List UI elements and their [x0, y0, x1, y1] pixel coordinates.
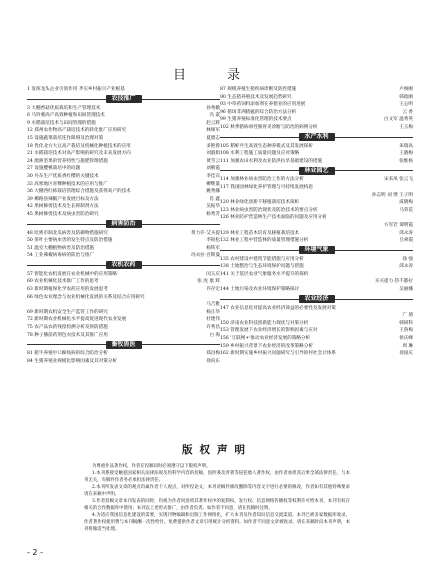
toc-entry-title: 90 生态猪养殖技术及发展趋势研究: [220, 94, 292, 100]
section-label: 农技推广: [106, 95, 142, 103]
toc-entry-title: 75 农产品农药残留检测分析及预防措施: [27, 325, 108, 331]
toc-entry-title: 141 关于基层农业气象服务水平提升的探析: [220, 271, 309, 277]
toc-entry[interactable]: [220, 271, 413, 279]
toc-entry-author: 韩研科: [399, 320, 413, 326]
toc-entry-author: 许存宏: [206, 287, 220, 293]
toc-entry[interactable]: [220, 343, 413, 351]
toc-entry[interactable]: [220, 192, 413, 200]
toc-entry[interactable]: [27, 112, 220, 120]
toc-entry-author: 徐国庆: [399, 351, 413, 357]
section-header: [27, 261, 220, 270]
toc-entry-title: 24 澳洲坚果的营养特性与施肥管理措施: [27, 158, 108, 164]
toc-entry-title: 1 发挥龙头企业引领作用 齐实乡村振兴产业根基: [27, 87, 125, 92]
toc-entry[interactable]: [27, 358, 220, 366]
toc-entry-title: 153 管理发展下农业经济增长的影响因素与应对: [220, 328, 318, 334]
copyright-paragraph: 4.为适应我国信息化建设的需要，实现刊物编辑和出版工作网络化，扩大本刊及作者知识信息交流渠道，本刊已被多家数据库收录，作者著作权使用费与本刊稿酬一次性给付。免费提供作者文章引用统计分析资料。如作者不同意文章被收录，请在来稿时向本刊声明，本刊将做适当处理。: [84, 513, 350, 532]
toc-entry-title: 138 土地整治与生态环境保护问题与措施: [220, 264, 304, 270]
toc-entry[interactable]: [220, 222, 413, 230]
toc-entry[interactable]: [220, 327, 413, 335]
toc-entry-author: 冯 震: [209, 113, 220, 119]
toc-entry[interactable]: [220, 124, 413, 132]
toc-entry-author: 玛衣拉·吾斯曼: [190, 253, 220, 259]
toc-entry[interactable]: [27, 294, 220, 302]
toc-entry[interactable]: [220, 214, 413, 222]
toc-entry[interactable]: [220, 158, 413, 166]
toc-entry-author: 卢俊刚: [399, 87, 413, 92]
toc-entry-title: 6 马铃薯高产高效种植和田间管理技术: [27, 113, 105, 119]
toc-title: 目 录: [172, 68, 254, 83]
toc-entry[interactable]: [220, 320, 413, 328]
section-header: [220, 246, 413, 255]
toc-entry-title: 15 设施蔬菜栽培连作障碍及治理对策: [27, 135, 104, 141]
toc-entry-author: 广 倩: [402, 313, 413, 319]
toc-entry-author: 邱永涛: [399, 264, 413, 270]
toc-entry[interactable]: [27, 135, 220, 143]
toc-entry[interactable]: [27, 143, 220, 151]
toc-entry[interactable]: [27, 350, 220, 358]
toc-entry-title: 45 果树修剪技术及病虫害防治研究: [27, 211, 99, 217]
section-header: [27, 340, 220, 349]
toc-entry-author: 黄力仟·艾买提: [190, 230, 220, 236]
toc-entry-author: 朱瑞高: [399, 143, 413, 149]
toc-entry-title: 147 农业信息化对提高农业经济效益的必要性及发展对策: [220, 305, 336, 311]
toc-entry[interactable]: [27, 252, 220, 260]
toc-entry-author: 肖 鑫: [209, 196, 220, 202]
toc-entry-title: 159 乡村振兴背景下农业经济的改革策略分析: [220, 343, 313, 349]
toc-entry[interactable]: [220, 207, 413, 215]
toc-entry-title: 129 林业工程苗木培育及移植栽培技术: [220, 230, 300, 236]
toc-entry[interactable]: [27, 211, 220, 219]
toc-entry[interactable]: [220, 86, 413, 94]
toc-entry-title: 105 稻虾共生高效生态种养模式及其发展探析: [220, 143, 313, 149]
toc-entry[interactable]: [27, 105, 220, 113]
toc-entry-author: 韩政刚: [399, 94, 413, 100]
toc-entry-title: 156 '互联网+'推动农业经济发展的策略分析: [220, 336, 311, 342]
toc-entry[interactable]: [27, 278, 220, 286]
toc-entry-title: 132 林业工程中营造林的质量管理措施分析: [220, 238, 309, 244]
toc-entry-title: 39 柳路县辣椒产业发展目标及方法: [27, 196, 99, 202]
toc-entry[interactable]: [27, 324, 220, 332]
section-label: 水产水利: [299, 133, 335, 141]
toc-entry[interactable]: [220, 116, 413, 124]
toc-entry[interactable]: [220, 94, 413, 102]
toc-entry[interactable]: [220, 230, 413, 238]
toc-entry[interactable]: [220, 184, 413, 192]
toc-entry-title: 72 新时期农业机械化水平提高促进现代农业发展: [27, 317, 127, 323]
copyright-paragraph: 2.本刊所发表文章的观点均属作者个人观点，对所投论文，本刊对稿件修改删除等内容文字进行必要的修改，作者如有其他特殊要求请在来稿中声明。: [84, 485, 350, 497]
section-label: 畜牧兽医: [106, 341, 142, 349]
toc-entry-title: 144 土地污染及农业环境保护策略探讨: [220, 287, 300, 293]
toc-entry-author: 白 海: [209, 332, 220, 338]
toc-entry-author: 孙秀娥: [206, 105, 220, 111]
copyright-paragraph: 为尊重作品著作权，作者在投稿同时必须遵守以下版权声明。: [92, 464, 211, 469]
toc-entry-title: 96 猪场非洲猪瘟的综合防治方法分析: [220, 109, 297, 115]
toc-entry-author: 刘朝霞: [206, 166, 220, 172]
toc-entry-author: 买买提力·热不都拉: [374, 279, 413, 285]
toc-entry-author: 郑昌梅: [206, 351, 220, 357]
toc-entry-author: 杜建伟: [206, 317, 220, 323]
section-header: [220, 295, 413, 304]
toc-entry-author: 吴振华: [206, 204, 220, 210]
toc-entry-title: 162 新时期实施乡村振兴问题研究与引导的村社会计体系: [220, 351, 336, 357]
toc-entry[interactable]: [27, 165, 220, 173]
toc-entry-title: 117 我国园林绿化养护管理与可持续发展构思: [220, 184, 313, 190]
toc-entry-author: 张维杨: [399, 158, 413, 164]
copyright-paragraph: 1.本刊系接受触犯国家相关法律法规及伪科学内容的投稿，因抄袭及涉著等侵犯他人著作权，由作者承担其后果全部法律责任，与本刊无关，有稿件作者务必承担法律责任。: [84, 471, 350, 483]
toc-entry[interactable]: [27, 188, 220, 196]
toc-entry-author: 王玉梅: [399, 124, 413, 130]
toc-entry[interactable]: [27, 271, 220, 279]
toc-entry[interactable]: [27, 150, 220, 158]
toc-entry-author: 杨秀芳: [206, 211, 220, 217]
toc-entry-title: 108 水利工程施工质量问题及应对策略: [220, 151, 300, 157]
toc-entry[interactable]: [27, 196, 220, 204]
toc-entry-author: 宋来凤 张云飞: [383, 177, 413, 183]
toc-entry-title: 50 茶叶主要病虫害的发生特点及防治措施: [27, 238, 113, 244]
toc-entry-title: 12 郑州农作物高产栽培技术的转化推广应用研究: [27, 128, 127, 134]
toc-entry-author: 许秀昌: [206, 325, 220, 331]
toc-entry-title: 93 中草药饲料添加剂在养猪业的应用进展: [220, 102, 306, 108]
toc-entry-title: 84 生猪养殖业规模化影响因素及其对策分析: [27, 358, 117, 364]
toc-entry-author: 王鲁梅: [399, 328, 413, 334]
toc-entry-title: 33 高寒地区青稞种植技术的应用与推广: [27, 181, 108, 187]
toc-entry[interactable]: [27, 245, 220, 253]
toc-entry[interactable]: [27, 203, 220, 211]
toc-entry-title: 81 猪牛养殖中口蹄疫病的综合防治分析: [27, 351, 108, 357]
toc-entry[interactable]: [27, 309, 220, 317]
toc-entry[interactable]: [220, 312, 413, 320]
toc-entry[interactable]: [220, 150, 413, 158]
toc-entry[interactable]: [220, 278, 413, 286]
section-header: [220, 133, 413, 142]
toc-entry-title: 48 哈密市制北瓜病害及防御物措施研究: [27, 230, 108, 236]
toc-entry-author: 王晓梅: [399, 151, 413, 157]
toc-entry[interactable]: [220, 335, 413, 343]
toc-entry-title: 30 丹东生产优质香红樱的关键技术: [27, 173, 99, 179]
toc-entry[interactable]: [220, 101, 413, 109]
toc-entry[interactable]: [27, 301, 220, 309]
toc-entry[interactable]: [27, 86, 220, 94]
toc-right-column: [220, 86, 413, 358]
toc-entry-author: 柳继量: [206, 181, 220, 187]
page-number: - 2 -: [27, 548, 43, 557]
toc-entry-author: 多艳蓉: [206, 143, 220, 149]
toc-entry[interactable]: [220, 256, 413, 264]
toc-entry[interactable]: [220, 143, 413, 151]
toc-entry[interactable]: [27, 237, 220, 245]
section-header: [27, 220, 220, 229]
toc-entry-author: 吕翠霞: [399, 238, 413, 244]
toc-entry-title: 51 温室大棚植物病害及防治措施: [27, 245, 95, 251]
toc-entry-title: 3 大棚香菇优质栽培和生产管理技术: [27, 105, 101, 111]
section-label: 病害防治: [106, 220, 142, 228]
toc-entry-title: 18 优化北方大豆高产栽培及机械化种植技术的应用: [27, 143, 131, 149]
toc-entry[interactable]: [27, 286, 220, 294]
toc-entry[interactable]: [27, 230, 220, 238]
toc-entry[interactable]: [27, 181, 220, 189]
toc-entry-title: 57 智能化农机发展在农业机械中的应用策略: [27, 271, 117, 277]
toc-entry-author: 马荣花: [399, 207, 413, 213]
section-label: 农业经济: [299, 295, 335, 303]
toc-entry-title: 60 农业机械化技术推广工作的思考: [27, 279, 99, 285]
toc-entry-author: 姚秀娜: [206, 189, 220, 195]
toc-entry-title: 99 生猪养殖标准化管理的技术要点: [220, 117, 292, 123]
section-header: [27, 95, 220, 104]
toc-entry-title: 114 加强林业病虫害防治工作的方法分析: [220, 177, 304, 183]
toc-entry[interactable]: [220, 286, 413, 294]
toc-entry-author: 张 虎 康 辉: [197, 279, 220, 285]
toc-entry-author: 马吉雅: [206, 302, 220, 308]
toc-entry-title: 63 新时期植保化学农药应用的发展思考: [27, 287, 108, 293]
section-label: 农机农药: [106, 261, 142, 269]
toc-entry-title: 78 种子播前药剂包衣技术及其推广应用: [27, 332, 108, 338]
toc-entry-author: 周 琳: [402, 343, 413, 349]
toc-entry[interactable]: [27, 158, 220, 166]
toc-entry-author: 林俊军: [206, 128, 220, 134]
toc-entry-author: 邱永涛: [399, 230, 413, 236]
toc-entry-author: 吴丽娜: [399, 287, 413, 293]
toc-entry[interactable]: [27, 332, 220, 340]
toc-entry-title: 87 规模养殖生猪疾病诊断及防控措施: [220, 87, 297, 92]
toc-entry[interactable]: [27, 120, 220, 128]
copyright-title: 版权声明: [182, 444, 252, 456]
toc-entry-author: 黄雪云: [206, 158, 220, 164]
toc-entry[interactable]: [27, 127, 220, 135]
toc-entry[interactable]: [220, 305, 413, 313]
toc-entry-title: 21 水稻栽培技术对高产影响的研究及未来发展方向: [27, 151, 131, 157]
toc-entry-author: 闵玉庆: [206, 271, 220, 277]
toc-entry[interactable]: [27, 316, 220, 324]
toc-entry-author: 杨铁军: [206, 245, 220, 251]
toc-entry-title: 150 济南农业科技创新能力现状与对策分析: [220, 320, 309, 326]
section-label: 林业园艺: [299, 167, 335, 175]
section-header: [220, 166, 413, 175]
toc-entry-author: 白文军 温秀英: [383, 117, 413, 123]
toc-entry-title: 102 秋季猪病毒性肠胃炎诊断与防治的病例分析: [220, 124, 318, 130]
toc-entry-author: 徐 强: [402, 256, 413, 262]
toc-entry-title: 123 林业病虫害防治现状及防治技术的要点分析: [220, 207, 318, 213]
copyright-paragraph: 3.作者投稿文章本刊发表的同时，均视为作者同意将其著作权中的复制权、发行权、信息网络传播权等权利许可给本刊，本刊有权在相关的合作数据库中使用；本刊以上述形式推广，由作者负责。如作者不同意，请在投稿时注明。: [84, 499, 350, 511]
toc-entry-author: 方军若 谭明霞: [383, 222, 413, 228]
toc-entry-author: 孙志明 刘 博 王子明: [371, 192, 413, 198]
toc-entry-author: 夏德志: [206, 135, 220, 141]
toc-entry-author: 杨正华: [206, 309, 220, 315]
toc-entry-author: 咸晓梅: [399, 200, 413, 206]
toc-entry-author: 李锐松: [206, 238, 220, 244]
toc-entry-author: 赵云辉: [206, 120, 220, 126]
toc-entry-author: 侯庆峰: [399, 336, 413, 342]
toc-entry[interactable]: [220, 199, 413, 207]
section-label: 环境气象: [299, 246, 335, 254]
copyright-notice: [84, 442, 350, 533]
toc-entry[interactable]: [220, 176, 413, 184]
toc-entry-title: 126 林业防护营造林生产技术面临的问题及应用分析: [220, 215, 327, 221]
toc-entry-title: 42 果树修剪技术及生长抑制剂方法: [27, 204, 99, 210]
toc-entry-title: 27 设施樱桃栽培中的问题: [27, 166, 81, 172]
toc-entry-author: 刘淑娟: [206, 151, 220, 157]
toc-left-column: [27, 86, 220, 365]
toc-entry-title: 69 新时期农机安全生产监管工作的研究: [27, 309, 108, 315]
toc-entry[interactable]: [220, 237, 413, 245]
toc-entry-author: 云 香: [402, 109, 413, 115]
toc-entry-author: 李佳宾: [206, 173, 220, 179]
toc-entry-title: 54 工业辣椒病毒病的防治与推广: [27, 253, 95, 259]
toc-entry[interactable]: [220, 350, 413, 358]
toc-entry[interactable]: [27, 173, 220, 181]
toc-entry-title: 36 大棚西红柿栽培管理综合措施及获得高产的技术: [27, 189, 131, 195]
toc-entry-title: 135 农村建设中建筑节能措施与应用分析: [220, 256, 304, 262]
toc-entry[interactable]: [220, 263, 413, 271]
toc-entry-title: 66 绿色农业理念与农业机械化发展的关系及结合应用研究: [27, 294, 145, 300]
toc-entry-author: 王公明: [399, 102, 413, 108]
toc-entry-author: 徐向东: [206, 358, 220, 364]
toc-entry[interactable]: [220, 109, 413, 117]
toc-entry-title: 120 林业绿化创新不移植栽培技术探析: [220, 200, 300, 206]
toc-entry-title: 111 加强农田水利及农业防洪抗旱基础建设的措施: [220, 158, 323, 164]
toc-entry-title: 9 水稻栽培技术与田间管理的措施: [27, 120, 96, 126]
